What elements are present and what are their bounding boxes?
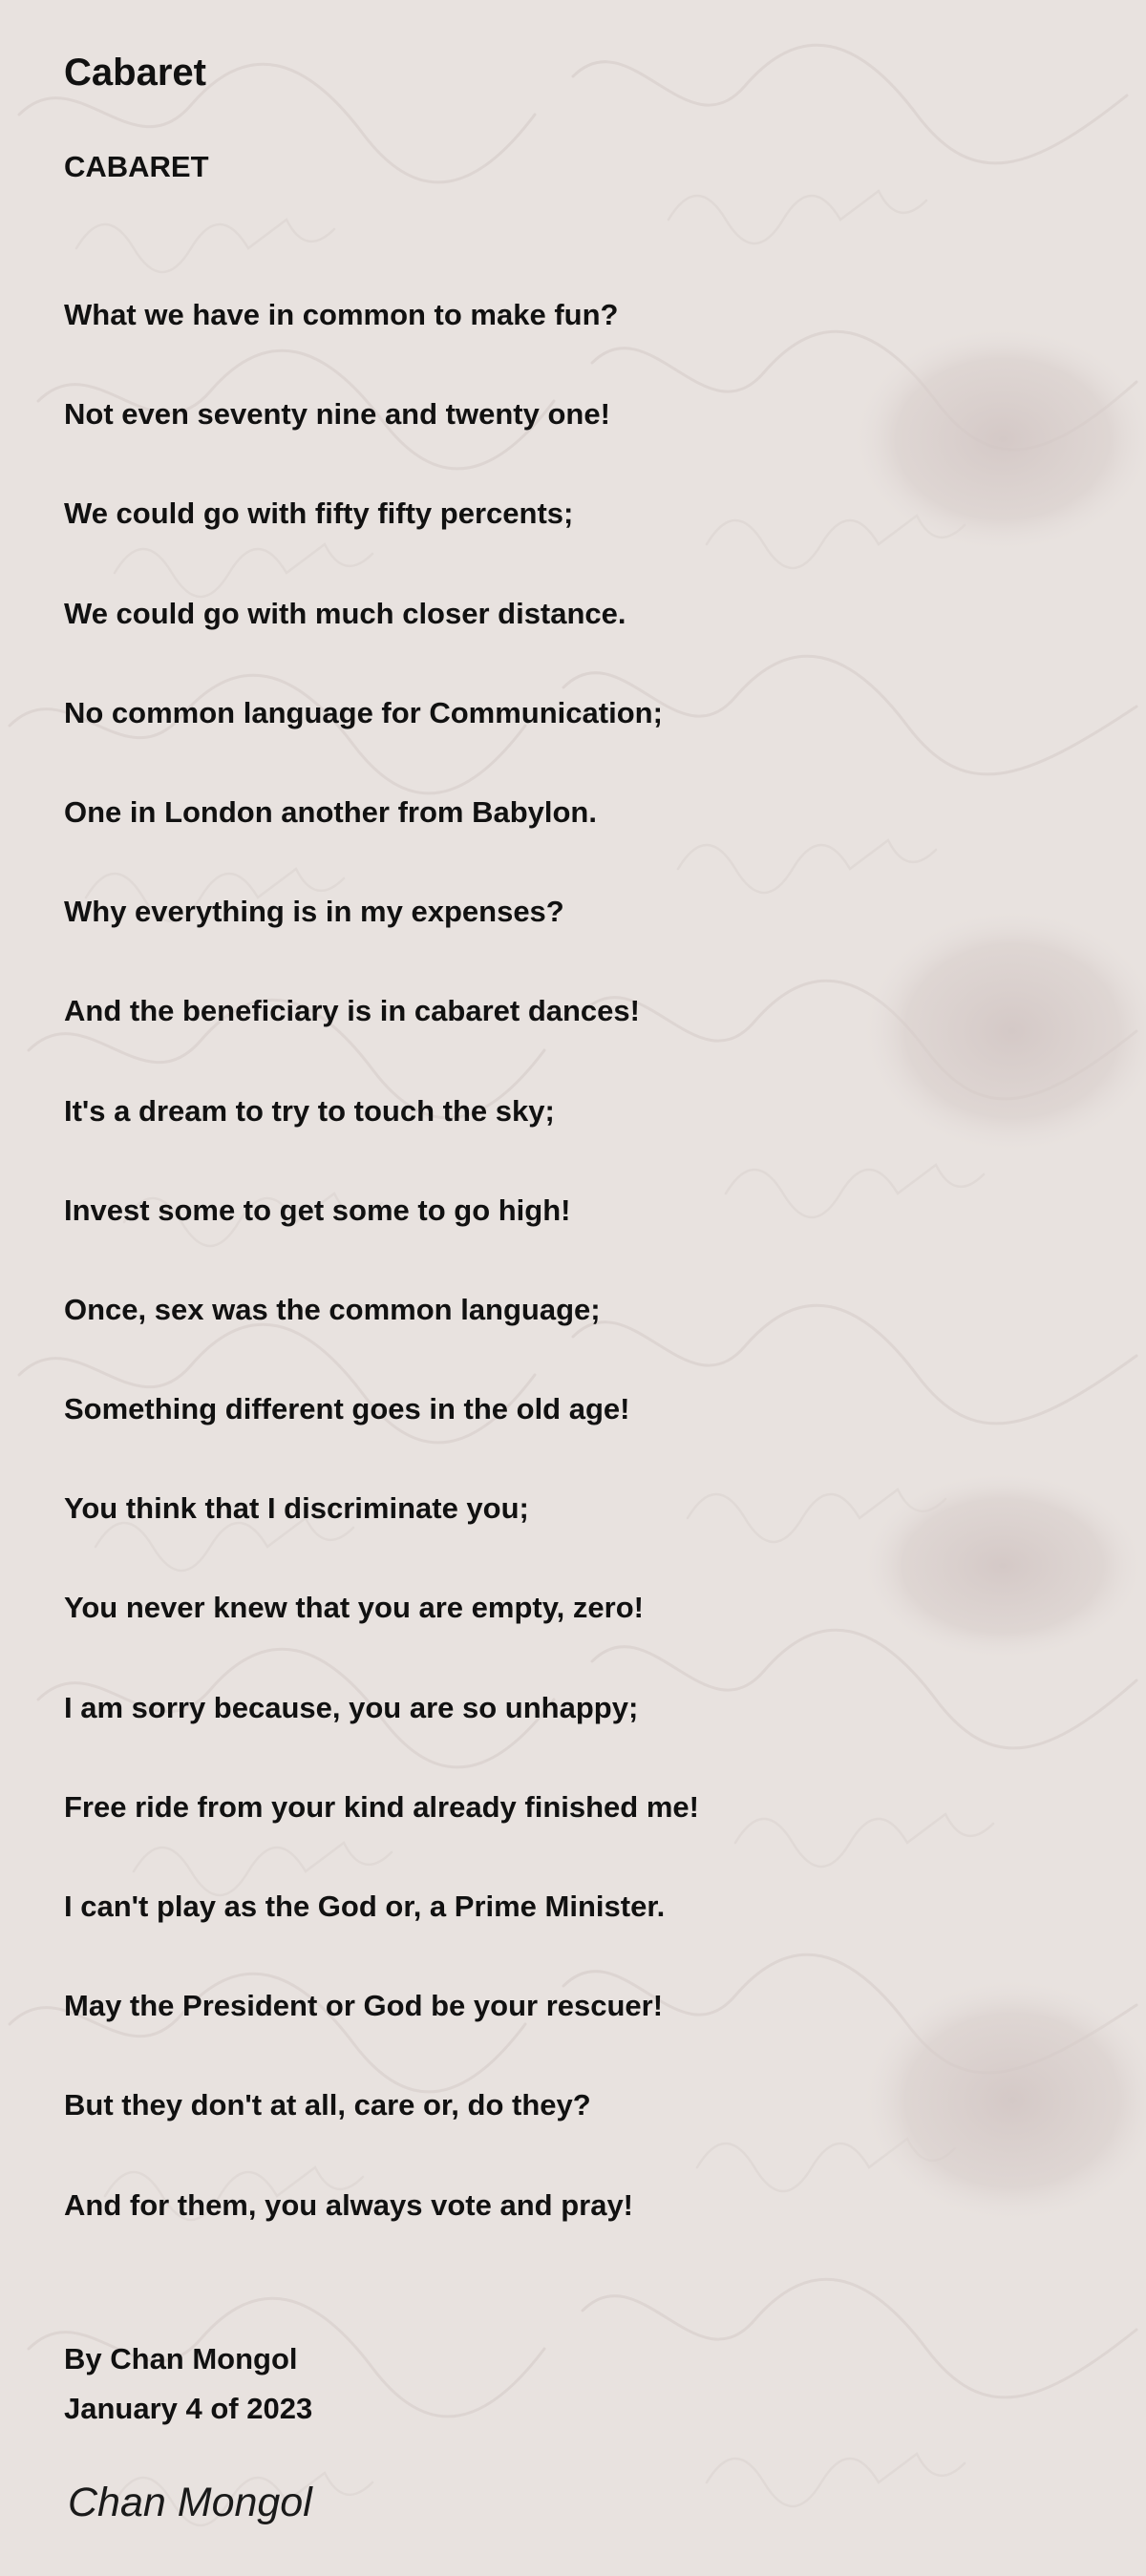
poem-heading: CABARET <box>64 150 209 183</box>
poem-line: No common language for Communication; <box>64 695 663 729</box>
poem-line: You never knew that you are empty, zero! <box>64 1591 644 1625</box>
poem-line: And the beneficiary is in cabaret dances! <box>64 994 640 1028</box>
publish-date: January 4 of 2023 <box>64 2392 313 2425</box>
author-signature: Chan Mongol <box>68 2480 312 2525</box>
poem-line: One in London another from Babylon. <box>64 794 597 829</box>
poem-line: What we have in common to make fun? <box>64 298 619 331</box>
poem-title: Cabaret <box>64 52 206 94</box>
poem-line: And for them, you always vote and pray! <box>64 2187 634 2222</box>
poem-line: We could go with fifty fifty percents; <box>64 496 574 531</box>
poem-line: Not even seventy nine and twenty one! <box>64 397 610 432</box>
poem-line: You think that I discriminate you; <box>64 1491 529 1526</box>
poem-line: But they don't at all, care or, do they? <box>64 2088 591 2122</box>
byline-block <box>64 2334 312 2434</box>
poem-line: Invest some to get some to go high! <box>64 1193 571 1227</box>
poem-body <box>64 297 699 2287</box>
poem-line: Why everything is in my expenses? <box>64 895 564 929</box>
poem-line: I am sorry because, you are so unhappy; <box>64 1690 639 1724</box>
poem-line: Free ride from your kind already finished me! <box>64 1789 699 1824</box>
poem-line: Once, sex was the common language; <box>64 1292 601 1326</box>
poem-line: May the President or God be your rescuer! <box>64 1989 664 2023</box>
poem-line: I can't play as the God or, a Prime Minister. <box>64 1890 666 1923</box>
poem-line: It's a dream to try to touch the sky; <box>64 1093 555 1128</box>
author-byline: By Chan Mongol <box>64 2342 298 2375</box>
poem-line: We could go with much closer distance. <box>64 596 626 630</box>
poem-line: Something different goes in the old age! <box>64 1392 630 1426</box>
